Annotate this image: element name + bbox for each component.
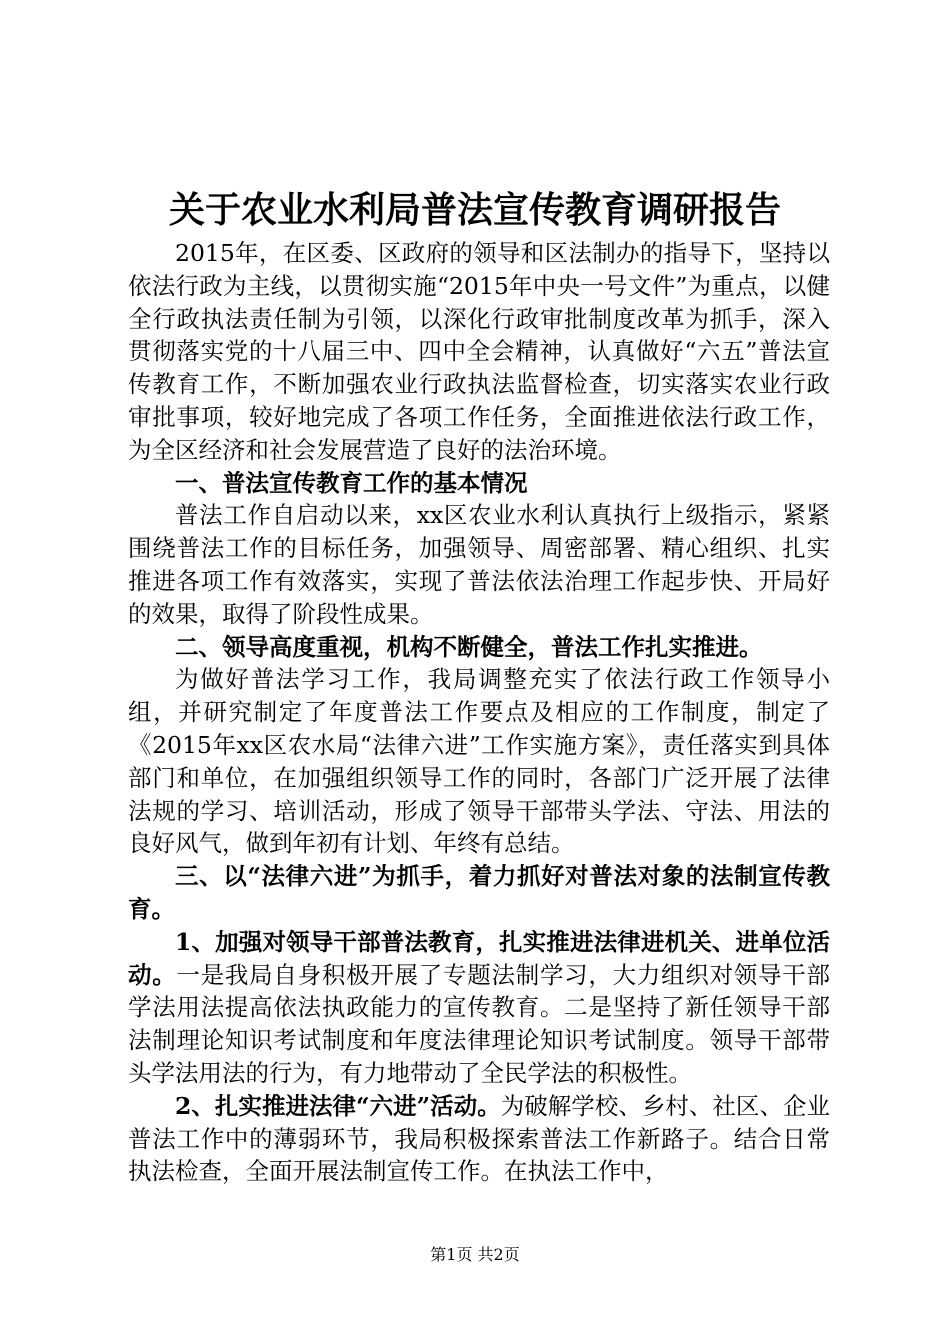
section-heading-2: 二、领导高度重视，机构不断健全，普法工作扎实推进。 (175, 632, 763, 661)
item-2-text: 为破解学校、乡村、社区、企业普法工作中的薄弱环节，我局积极探索普法工作新路子。结合日常执法检查，全面开展法制宣传工作。在执法工作中， (128, 1091, 831, 1186)
item-1-text: 一是我局自身积极开展了专题法制学习，大力组织对领导干部学法用法提高依法执政能力的宣传教育。二是坚持了新任领导干部法制理论知识考试制度和年度法律理论知识考试制度。领导干部带头学法用法的行为，有力地带动了全民学法的积极性。 (128, 960, 831, 1087)
page-number-footer: 第1页 共2页 (430, 1245, 520, 1264)
section-heading-3: 三、以“法律六进”为抓手，着力抓好对普法对象的法制宣传教育。 (128, 862, 830, 923)
paragraph-basic-situation: 普法工作自启动以来，xx区农业水利认真执行上级指示，紧紧围绕普法工作的目标任务，加强领导、周密部署、精心组织、扎实推进各项工作有效落实，实现了普法依法治理工作起步快、开局好的效果，取得了阶段性成果。 (128, 501, 830, 628)
item-2-lead: 2、扎实推进法律“六进”活动。 (175, 1091, 501, 1120)
paragraph-item-1 (128, 926, 830, 1090)
document-title: 关于农业水利局普法宣传教育调研报告 (168, 189, 781, 231)
paragraph-intro: 2015年，在区委、区政府的领导和区法制办的指导下，坚持以依法行政为主线，以贯彻实施“2015年中央一号文件”为重点，以健全行政执法责任制为引领，以深化行政审批制度改革为抓手，深入贯彻落实党的十八届三中、四中全会精神，认真做好“六五”普法宣传教育工作，不断加强农业行政执法监督检查，切实落实农业行政审批事项，较好地完成了各项工作任务，全面推进依法行政工作，为全区经济和社会发展营造了良好的法治环境。 (128, 239, 830, 464)
item-1-lead: 1、加强对领导干部普法教育，扎实推进法律进机关、进单位活动。 (128, 927, 830, 989)
document-body (128, 237, 830, 1188)
paragraph-item-2 (128, 1090, 830, 1188)
paragraph-leadership: 为做好普法学习工作，我局调整充实了依法行政工作领导小组，并研究制定了年度普法工作要点及相应的工作制度，制定了《2015年xx区农水局“法律六进”工作实施方案》，责任落实到具体部门和单位，在加强组织领导工作的同时，各部门广泛开展了法律法规的学习、培训活动，形成了领导干部带头学法、守法、用法的良好风气，做到年初有计划、年终有总结。 (128, 665, 830, 858)
section-heading-1: 一、普法宣传教育工作的基本情况 (175, 468, 528, 497)
